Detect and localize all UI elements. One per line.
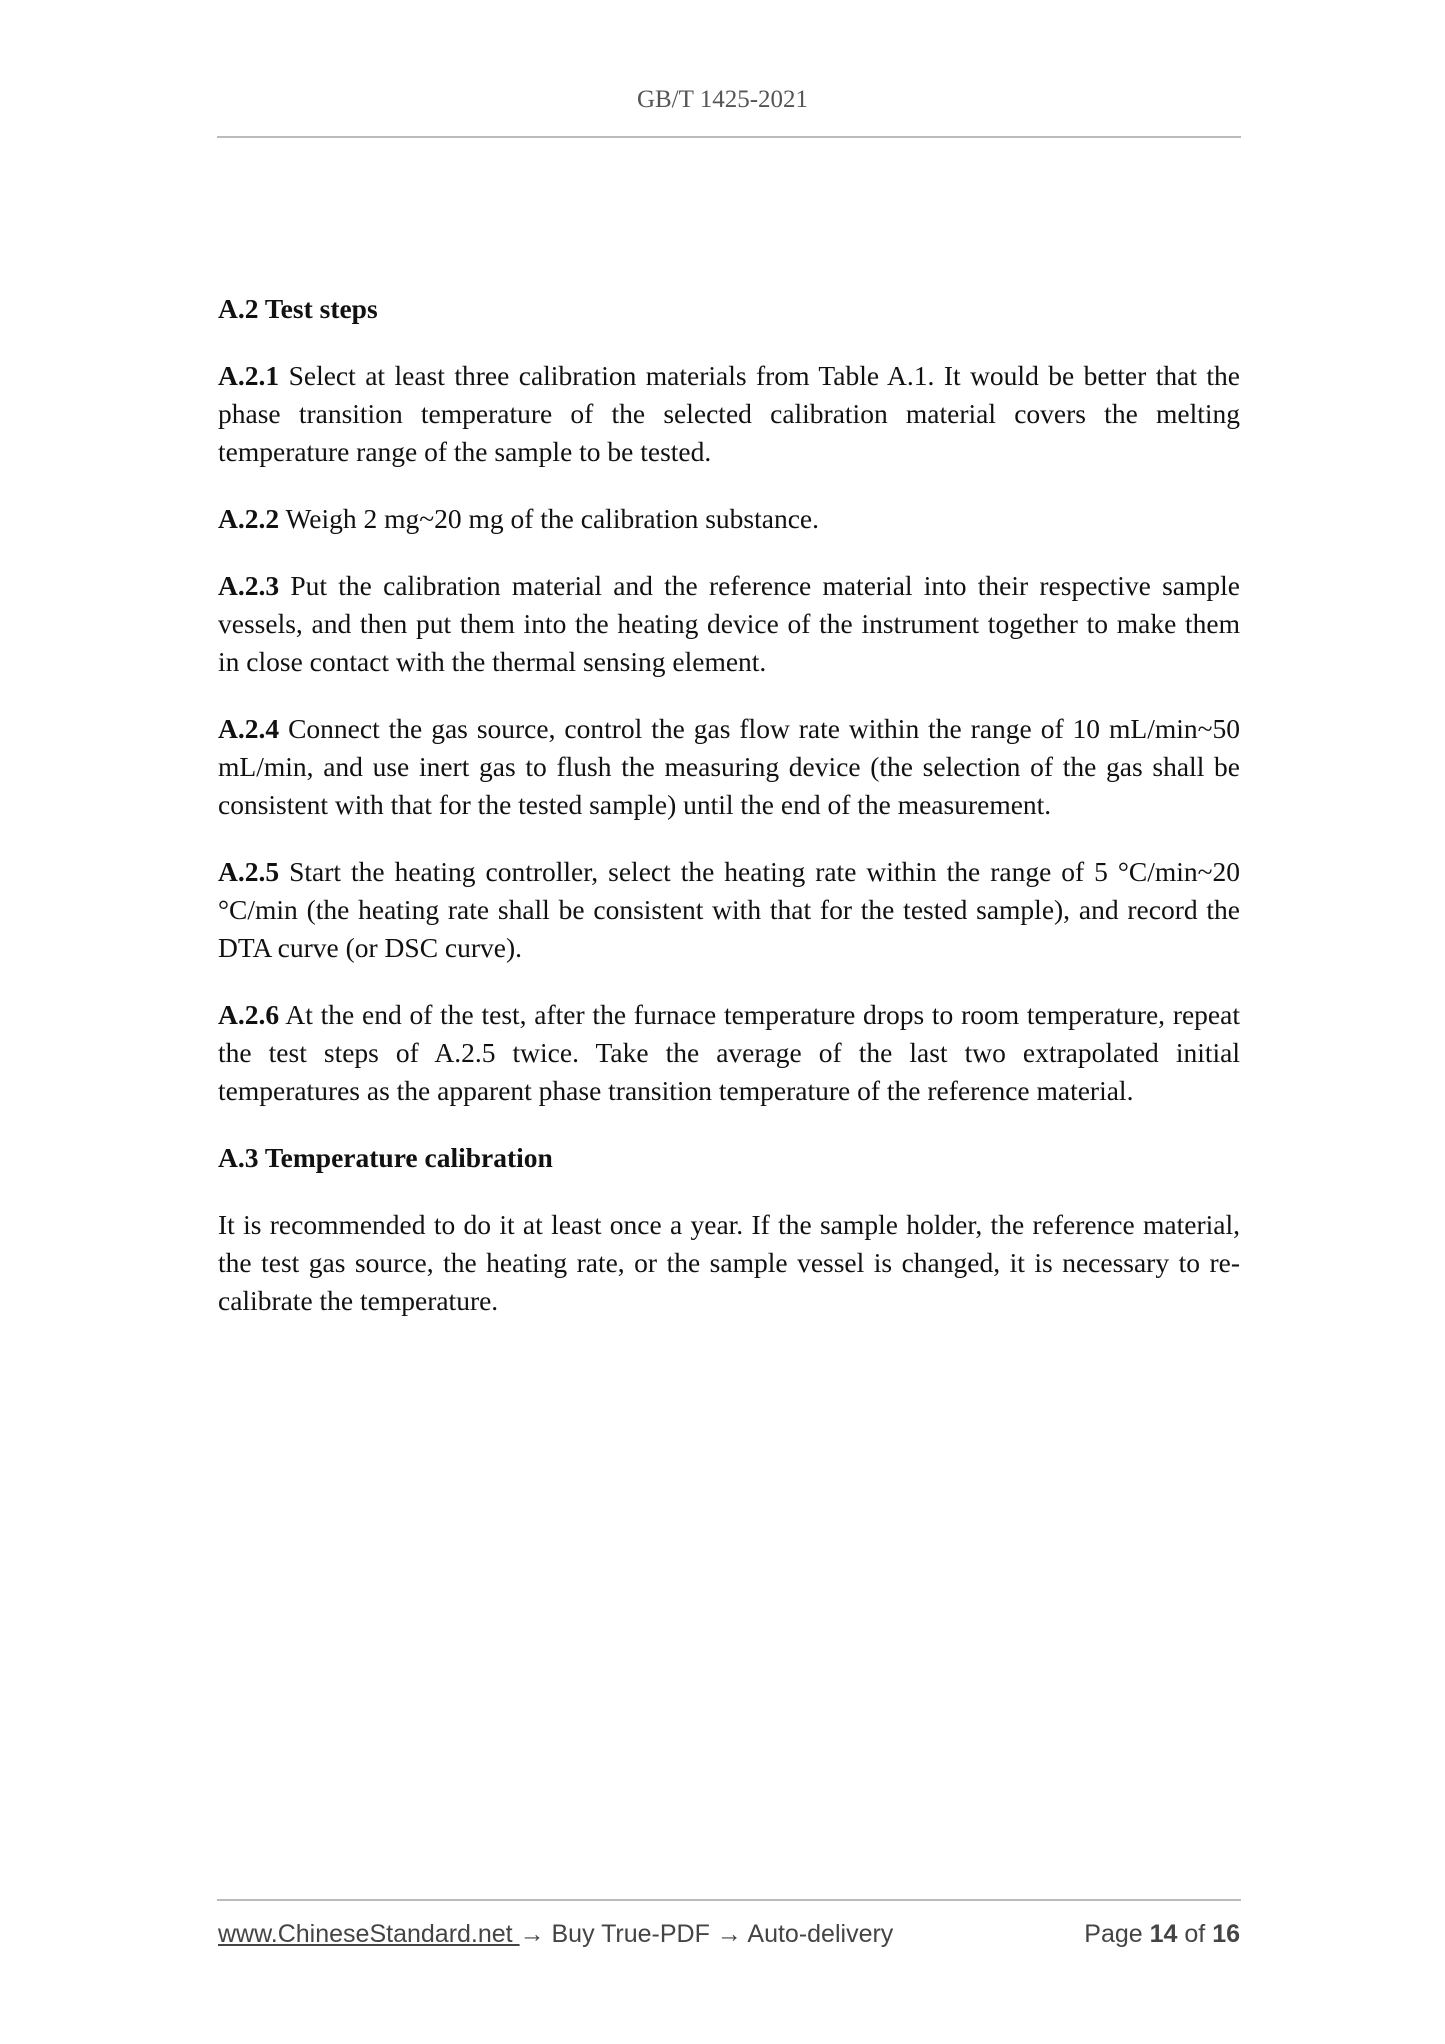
- header-divider: [217, 136, 1241, 138]
- footer-tagline: → Buy True-PDF → Auto-delivery: [519, 1920, 894, 1948]
- paragraph-a22: [218, 500, 1240, 538]
- footer-divider: [217, 1899, 1241, 1901]
- page-footer: [218, 1920, 1240, 1949]
- paragraph-a23: [218, 567, 1240, 681]
- clause-text: Weigh 2 mg~20 mg of the calibration substance.: [279, 503, 820, 534]
- section-heading-a3: A.3 Temperature calibration: [218, 1142, 553, 1173]
- clause-number: A.2.2: [218, 503, 280, 534]
- of-label: of: [1184, 1920, 1206, 1948]
- clause-number: A.2.4: [218, 713, 280, 744]
- clause-number: A.2.3: [218, 570, 280, 601]
- paragraph-a21: [218, 357, 1240, 471]
- clause-text: Connect the gas source, control the gas flow rate within the range of 10 mL/min~50 mL/min, and use inert gas to flush the measuring device (the selection of the gas shall be consistent with that for the tested sample) until the end of the measurement.: [218, 713, 1240, 820]
- paragraph-a26: [218, 996, 1240, 1110]
- paragraph-a3: It is recommended to do it at least once a year. If the sample holder, the reference material, the test gas source, the heating rate, or the sample vessel is changed, it is necessary to re-calibrate the temperature.: [218, 1209, 1240, 1316]
- page-number: 14: [1149, 1920, 1178, 1948]
- document-body: [218, 290, 1240, 1349]
- clause-text: At the end of the test, after the furnace temperature drops to room temperature, repeat the test steps of A.2.5 twice. Take the average of the last two extrapolated initial temperatures as the apparent phase transition temperature of the reference material.: [218, 999, 1240, 1106]
- website-link[interactable]: www.ChineseStandard.net: [218, 1920, 520, 1948]
- paragraph-a24: [218, 710, 1240, 824]
- page-indicator: [1084, 1920, 1240, 1949]
- page-label: Page: [1084, 1920, 1143, 1948]
- clause-text: Put the calibration material and the reference material into their respective sample vessels, and then put them into the heating device of the instrument together to make them in close contact with the thermal sensing element.: [218, 570, 1240, 677]
- clause-number: A.2.6: [218, 999, 280, 1030]
- clause-text: Start the heating controller, select the heating rate within the range of 5 °C/min~20 °C/min (the heating rate shall be consistent with that for the tested sample), and record the DTA curve (or DSC curve).: [218, 856, 1240, 963]
- paragraph-a25: [218, 853, 1240, 967]
- section-heading-a2: A.2 Test steps: [218, 293, 378, 324]
- document-header-id: GB/T 1425-2021: [636, 86, 809, 113]
- clause-number: A.2.5: [218, 856, 280, 887]
- page-total: 16: [1212, 1920, 1240, 1948]
- clause-text: Select at least three calibration materials from Table A.1. It would be better that the phase transition temperature of the selected calibration material covers the melting temperature range of the sample to be tested.: [218, 360, 1240, 467]
- clause-number: A.2.1: [218, 360, 280, 391]
